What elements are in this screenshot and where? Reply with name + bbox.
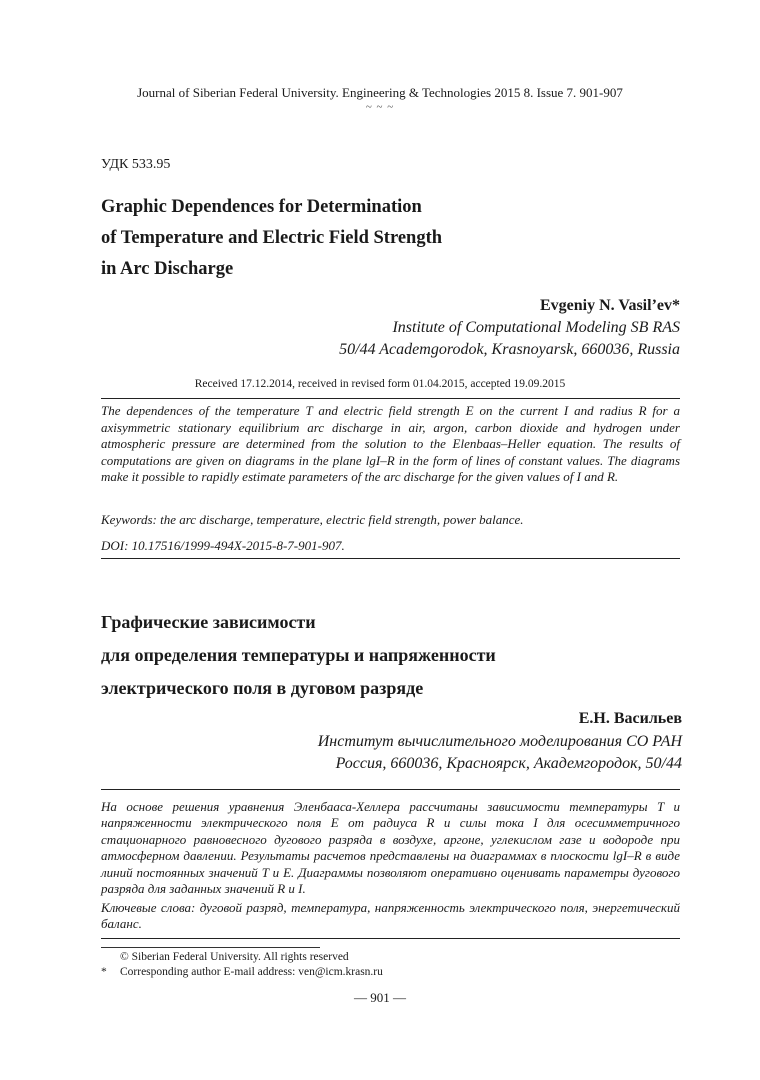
title-en-line: in Arc Discharge <box>101 259 234 279</box>
affiliation-en <box>339 317 680 361</box>
udk-code: УДК 533.95 <box>101 157 171 172</box>
title-ru <box>101 606 661 705</box>
divider <box>101 558 680 559</box>
footnote-rule <box>101 947 320 948</box>
received-dates: Received 17.12.2014, received in revised form 01.04.2015, accepted 19.09.2015 <box>194 378 566 390</box>
affiliation-ru-line: Институт вычислительного моделирования СО РАН <box>317 733 682 750</box>
footnote-mark: * <box>101 966 107 978</box>
divider <box>101 789 680 790</box>
keywords-ru: Ключевые слова: дуговой разряд, температура, напряженность электрического поля, энергетический баланс. <box>101 900 680 932</box>
title-ru-line: Графические зависимости <box>101 612 316 632</box>
divider <box>101 398 680 399</box>
title-ru-line: для определения температуры и напряженности <box>101 645 496 665</box>
affiliation-ru-line: Россия, 660036, Красноярск, Академгородок, 50/44 <box>335 755 682 772</box>
title-en <box>101 192 621 285</box>
footnote-corresponding <box>101 966 383 978</box>
author-ru: Е.Н. Васильев <box>578 710 682 727</box>
title-en-line: of Temperature and Electric Field Strength <box>101 228 443 248</box>
author-en: Evgeniy N. Vasil’ev* <box>539 297 680 314</box>
divider <box>101 938 680 939</box>
abstract-ru: На основе решения уравнения Эленбааса-Хеллера рассчитаны зависимости температуры T и напряженности электрического поля E от радиуса R и силы тока I для осесимметричного стационарного равновесного дугового разряда в воздухе, аргоне, углекислом газе и водороде при атмосферном давлении. Результаты расчетов представлены на диаграммах в плоскости lgI–R в виде линий постоянных значений T и E. Диаграммы позволяют оперативно оценивать параметры дугового разряда для заданных значений R и I. <box>101 799 680 897</box>
affiliation-en-line: 50/44 Academgorodok, Krasnoyarsk, 660036, Russia <box>339 341 680 358</box>
abstract-en: The dependences of the temperature T and electric field strength E on the current I and radius R for a axisymmetric stationary equilibrium arc discharge in air, argon, carbon dioxide and hydrogen under atmospheric pressure are determined from the solution to the Elenbaas–Heller equation. The results of computations are given on diagrams in the plane lgI–R in the form of lines of constant values. The diagrams make it possible to rapidly estimate parameters of the arc discharge for the given values of I and R. <box>101 403 680 485</box>
affiliation-ru <box>318 731 682 775</box>
title-en-line: Graphic Dependences for Determination <box>101 197 422 217</box>
header-separator: ~ ~ ~ <box>365 101 395 113</box>
doi: DOI: 10.17516/1999-494X-2015-8-7-901-907. <box>101 538 345 553</box>
keywords-en: Keywords: the arc discharge, temperature, electric field strength, power balance. <box>101 512 524 527</box>
title-ru-line: электрического поля в дуговом разряде <box>101 678 424 698</box>
footnote-copyright: © Siberian Federal University. All rights reserved <box>120 951 349 963</box>
page-number: — 901 — <box>354 990 406 1005</box>
footnote-corresponding-text: Corresponding author E-mail address: ven@icm.krasn.ru <box>120 966 383 978</box>
journal-header: Journal of Siberian Federal University. Engineering & Technologies 2015 8. Issue 7. 901-907 <box>137 85 623 100</box>
affiliation-en-line: Institute of Computational Modeling SB RAS <box>392 319 680 336</box>
